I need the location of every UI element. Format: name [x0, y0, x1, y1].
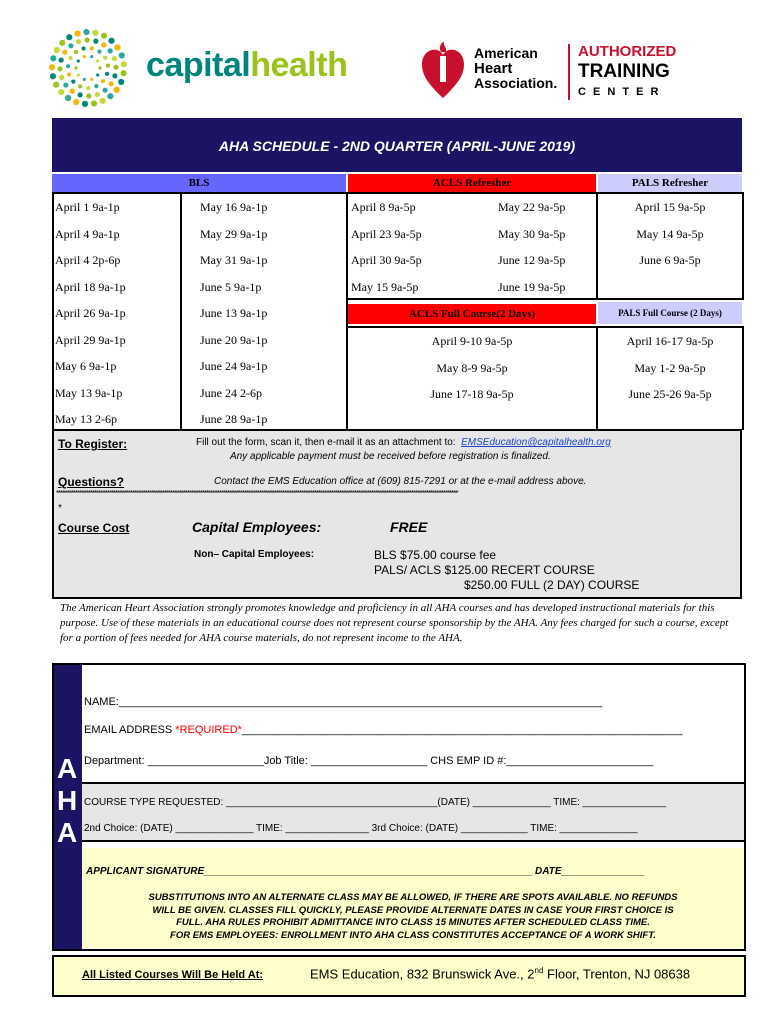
course-location-footer: [52, 955, 746, 997]
acls-refresher-session: May 15 9a-5p: [351, 279, 419, 294]
aha-disclaimer: The American Heart Association strongly promotes knowledge and proficiency in all AHA courses and has developed instructional materials for this purpose. Use of these materials in an educational course does not represent course sponsorship by the AHA. Any fees charged for such a course, except for a portion of fees needed for AHA course materials, do not represent income to the AHA.: [60, 602, 729, 644]
aha-authorized-logo: [420, 40, 700, 104]
pals-refresher-session: May 14 9a-5p: [636, 226, 704, 241]
bls-session: May 16 9a-1p: [200, 200, 268, 214]
acls-refresher-session: April 8 9a-5p: [351, 200, 416, 214]
free-label: FREE: [390, 519, 428, 535]
register-label: To Register:: [58, 437, 128, 451]
bls-session: April 29 9a-1p: [55, 332, 126, 347]
non-capital-label: Non– Capital Employees:: [194, 549, 315, 560]
register-email-link[interactable]: EMSEducation@capitalhealth.org: [461, 437, 611, 448]
pals-refresher-header: PALS Refresher: [598, 174, 742, 192]
signature-field[interactable]: APPLICANT SIGNATURE___________________________________________________________ DATE_______________: [86, 866, 645, 877]
acls-refresher-session: May 30 9a-5p: [498, 226, 566, 241]
pals-full-session: April 16-17 9a-5p: [626, 334, 714, 348]
email-field[interactable]: EMAIL ADDRESS *REQUIRED*________________________________________________________________________: [84, 724, 683, 736]
signature-section: [82, 848, 744, 948]
policy-notice: SUBSTITUTIONS INTO AN ALTERNATE CLASS MAY BE ALLOWED, IF THERE ARE SPOTS AVAILABLE. NO REFUNDS WILL BE GIVEN. CLASSES FILL QUICKLY, PLEASE PROVIDE ALTERNATE DATES IN CASE YOUR FIRST CHOICE IS FULL. AHA RULES PROHIBIT ADMITTANCE INTO CLASS 15 MINUTES AFTER SCHEDULED CLASS TIME. FOR EMS EMPLOYEES: ENROLLMENT INTO AHA CLASS CONSTITUTES ACCEPTANCE OF A WORK SHIFT.: [148, 892, 678, 941]
register-instructions: Fill out the form, scan it, then e-mail it as an attachment to: EMSEducation@capitalhealth.org: [196, 437, 611, 448]
aha-vertical-strip: A H A: [54, 665, 82, 949]
acls-refresher-session: April 23 9a-5p: [351, 226, 422, 241]
alternate-choices-field[interactable]: 2nd Choice: (DATE) ______________ TIME: _______________ 3rd Choice: (DATE) ____________ TIME: ______________: [84, 823, 638, 834]
bls-session: June 28 9a-1p: [200, 412, 268, 426]
star-divider: **********************************************************************************************************************************************************************************************: [56, 489, 458, 498]
authorized-training-center: AUTHORIZED TRAINING C E N T E R: [578, 43, 677, 98]
pals-refresher-session: June 6 9a-5p: [639, 253, 701, 267]
capital-health-wordmark: capitalhealth: [146, 46, 348, 84]
questions-text: Contact the EMS Education office at (609) 815-7291 or at the e-mail address above.: [214, 476, 587, 487]
department-job-empid-fields[interactable]: Department: ___________________Job Title: ___________________ CHS EMP ID #:________________________: [84, 755, 654, 767]
payment-note: Any applicable payment must be received before registration is finalized.: [230, 451, 551, 462]
aha-name: American Heart Association.: [474, 45, 558, 91]
course-type-field[interactable]: COURSE TYPE REQUESTED: ______________________________________(DATE) ______________ TIME: _______________: [84, 797, 667, 808]
bls-session: April 18 9a-1p: [55, 279, 126, 294]
acls-full-session: May 8-9 9a-5p: [436, 360, 508, 375]
acls-refresher-session: May 22 9a-5p: [498, 200, 566, 214]
course-cost-label: Course Cost: [58, 521, 130, 535]
bls-session: May 29 9a-1p: [200, 226, 268, 241]
acls-refresher-session: June 19 9a-5p: [498, 279, 566, 294]
acls-full-session: June 17-18 9a-5p: [430, 387, 514, 401]
course-request-section: [82, 782, 744, 842]
bls-session: June 13 9a-1p: [200, 306, 268, 320]
bls-session: June 24 2-6p: [200, 385, 262, 400]
registration-info: [52, 429, 742, 599]
sunburst-icon: [48, 28, 138, 108]
bls-session: April 1 9a-1p: [55, 200, 120, 214]
bls-session: May 31 9a-1p: [200, 253, 268, 267]
acls-refresher-session: April 30 9a-5p: [351, 253, 422, 267]
fee-full: $250.00 FULL (2 DAY) COURSE: [464, 578, 640, 592]
bls-session: June 20 9a-1p: [200, 332, 268, 347]
capital-employees-label: Capital Employees:: [192, 519, 322, 535]
questions-label: Questions?: [58, 475, 125, 489]
bls-session: April 4 9a-1p: [55, 226, 120, 241]
bls-session: May 13 9a-1p: [55, 385, 123, 400]
capital-health-logo: [48, 28, 368, 108]
schedule-title: AHA SCHEDULE - 2ND QUARTER (APRIL-JUNE 2019): [52, 118, 742, 172]
fee-recert: PALS/ ACLS $125.00 RECERT COURSE: [374, 563, 595, 577]
acls-full-header: ACLS Full Course(2 Days): [348, 304, 596, 324]
bls-session: May 13 2-6p: [55, 412, 117, 426]
location-address: EMS Education, 832 Brunswick Ave., 2nd Floor, Trenton, NJ 08638: [310, 966, 691, 982]
bls-session: April 26 9a-1p: [55, 306, 126, 320]
bls-header: BLS: [52, 174, 346, 192]
pals-refresher-session: April 15 9a-5p: [634, 200, 706, 214]
name-field[interactable]: NAME:_______________________________________________________________________________: [84, 696, 603, 708]
acls-full-session: April 9-10 9a-5p: [431, 334, 513, 348]
pals-full-session: May 1-2 9a-5p: [634, 360, 706, 375]
fee-bls: BLS $75.00 course fee: [374, 548, 497, 562]
bls-session: June 5 9a-1p: [200, 279, 262, 294]
acls-refresher-header: ACLS Refresher: [348, 174, 596, 192]
star-single: *: [58, 503, 62, 514]
pals-full-header: PALS Full Course (2 Days): [598, 302, 742, 324]
pals-full-session: June 25-26 9a-5p: [628, 387, 712, 401]
bls-session: May 6 9a-1p: [55, 359, 117, 373]
bls-session: June 24 9a-1p: [200, 359, 268, 373]
aha-heart-torch-icon: [420, 42, 466, 100]
acls-refresher-session: June 12 9a-5p: [498, 253, 566, 267]
location-label: All Listed Courses Will Be Held At:: [82, 969, 264, 981]
bls-session: April 4 2p-6p: [55, 253, 121, 267]
